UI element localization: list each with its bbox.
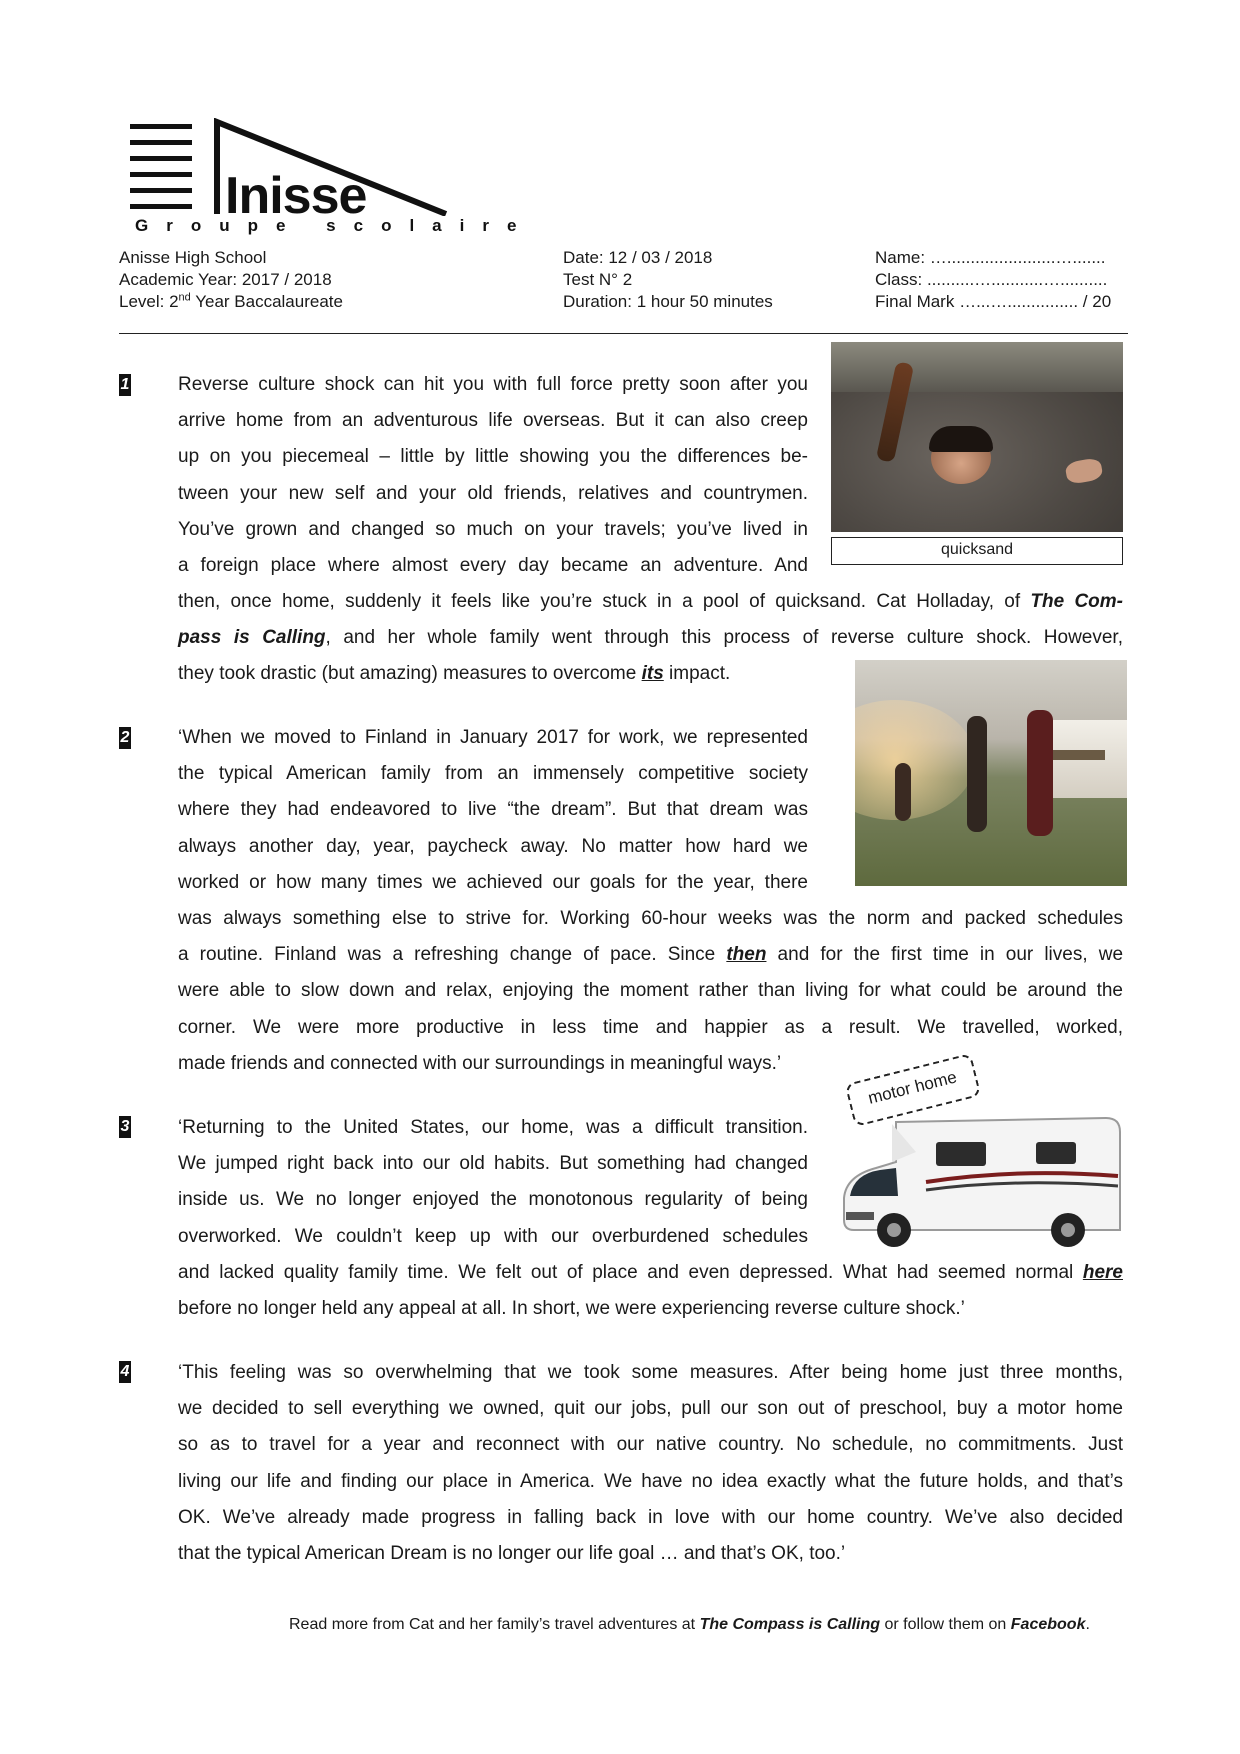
level: Level: 2nd Year Baccalaureate <box>119 291 343 311</box>
test-date: Date: 12 / 03 / 2018 <box>563 248 713 267</box>
reference-word-then: then <box>726 944 767 966</box>
paragraph-1-line-9: they took drastic (but amazing) measures to overcome its impact. <box>178 663 731 684</box>
paragraph-4: ‘This feeling was so overwhelming that we took some measures. After being home just three months, we decided to sell everything we owned, quit our jobs, pull our son out of preschool, buy a motor home so as to travel for a year and reconnect with our native country. No schedule, no commitments. Just living our life and finding our place in America. We have no idea exactly what the future holds, and that’s OK. We’ve already made progress in falling back in love with our home country. We’ve also decided that the typical American Dream is no longer our life goal … and that’s OK, too.’ <box>178 1362 1123 1565</box>
student-class-field[interactable]: Class: ..........…...........….......... <box>875 270 1108 289</box>
header-test-info <box>563 247 773 313</box>
reference-word-here: here <box>1082 1262 1123 1283</box>
student-name-field[interactable]: Name: ….......................…....... <box>875 248 1106 267</box>
paragraph-marker-2: 2 <box>119 727 131 749</box>
school-name: Anisse High School <box>119 248 267 267</box>
academic-year: Academic Year: 2017 / 2018 <box>119 270 332 289</box>
motorhome-illustration <box>836 1112 1122 1257</box>
motorhome-caption: motor home <box>845 1053 982 1127</box>
logo-subtitle: Groupe scolaire <box>135 216 535 235</box>
family-photo <box>855 660 1127 886</box>
final-mark-field[interactable]: Final Mark …...…............... / 20 <box>875 292 1112 311</box>
paragraph-2-top: ‘When we moved to Finland in January 2017 for work, we represented the typical American family from an immensely competitive society where they had endeavored to live “the dream”. But that dream was always another day, year, paycheck away. No matter how hard we worked or how many times we achieved our goals for the year, there <box>178 727 808 893</box>
paragraph-1-bottom: then, once home, suddenly it feels like you’re stuck in a pool of quicksand. Cat Holladay, of The Com- <box>178 591 1124 612</box>
paragraph-1-line-8: pass is Calling, and her whole family went through this process of reverse culture shock. However, <box>178 627 1123 648</box>
test-duration: Duration: 1 hour 50 minutes <box>563 292 773 311</box>
footer-link-compass[interactable]: The Compass is Calling <box>699 1616 881 1633</box>
footer-link-facebook[interactable]: Facebook <box>1010 1616 1086 1633</box>
paragraph-3-top: ‘Returning to the United States, our home, was a difficult transition. We jumped right back into our old habits. But something had changed inside us. We no longer enjoyed the monotonous regularity of being overworked. We couldn’t keep up with our overburdened schedules <box>178 1117 808 1247</box>
paragraph-1-top: Reverse culture shock can hit you with full force pretty soon after you arrive home from an adventurous life overseas. But it can also creep up on you piecemeal – little by little showing you the differences be- tween your new self and your old friends, relatives and countrymen. You’ve grown and changed so much on your travels; you’ve lived in a foreign place where almost every day became an adventure. And <box>178 374 808 577</box>
paragraph-2-bottom: was always something else to strive for. Working 60-hour weeks was the norm and packed schedules a routine. Finland was a refreshing change of pace. Since then and for the first time in our lives, we were able to slow down and relax, enjoying the moment rather than living for what could be around the corner. We were more productive in less time and happier as a result. We travelled, worked, made friends and connected with our surroundings in meaningful ways.’ <box>178 908 1124 1074</box>
header-student-info <box>875 247 1111 313</box>
footer-source-note: Read more from Cat and her family’s travel adventures at The Compass is Calling or follow them on Facebook. <box>289 1616 1090 1633</box>
paragraph-marker-4: 4 <box>119 1361 131 1383</box>
logo-wordmark: Inisse <box>225 167 367 225</box>
test-number: Test N° 2 <box>563 270 633 289</box>
reference-word-its: its <box>641 663 664 684</box>
paragraph-marker-3: 3 <box>119 1116 131 1138</box>
paragraph-marker-1: 1 <box>119 374 131 396</box>
school-logo <box>130 118 535 238</box>
header-divider <box>119 333 1128 334</box>
quicksand-photo <box>831 342 1123 532</box>
header-school-info <box>119 247 343 313</box>
quicksand-caption: quicksand <box>831 537 1123 565</box>
paragraph-3-bottom: and lacked quality family time. We felt out of place and even depressed. What had seemed normal here before no longer held any appeal at all. In short, we were experiencing reverse culture shock.’ <box>178 1262 1123 1320</box>
link-compass-title: The Com- <box>1030 591 1124 612</box>
